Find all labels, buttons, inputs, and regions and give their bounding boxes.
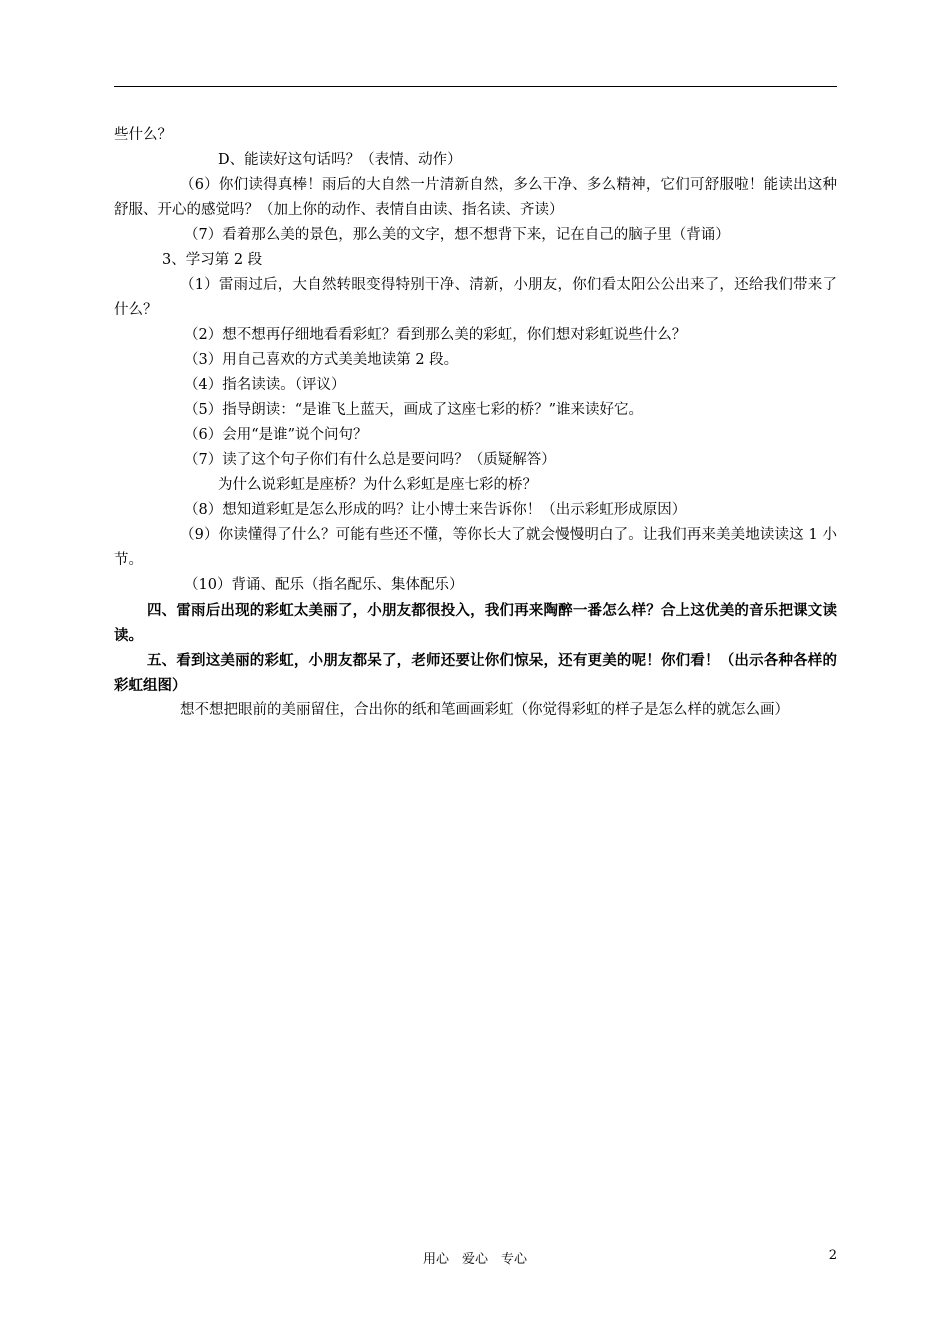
paragraph: （3）用自己喜欢的方式美美地读第 2 段。 bbox=[184, 352, 459, 368]
header-rule bbox=[114, 86, 837, 87]
page-number: 2 bbox=[828, 1248, 837, 1263]
paragraph: （1）雷雨过后，大自然转眼变得特别干净、清新，小朋友，你们看太阳公公出来了，还给我们带来了什么？ bbox=[114, 277, 837, 318]
section-heading-5: 五、看到这美丽的彩虹，小朋友都呆了，老师还要让你们惊呆，还有更美的呢！你们看！（出示各种各样的彩虹组图） bbox=[114, 652, 837, 694]
paragraph: （2）想不想再仔细地看看彩虹？看到那么美的彩虹，你们想对彩虹说些什么？ bbox=[184, 327, 687, 343]
paragraph: （8）想知道彩虹是怎么形成的吗？让小博士来告诉你！（出示彩虹形成原因） bbox=[184, 502, 687, 518]
paragraph: （7）看着那么美的景色，那么美的文字，想不想背下来，记在自己的脑子里（背诵） bbox=[184, 227, 730, 243]
paragraph: （6）会用“是谁”说个问句？ bbox=[184, 427, 368, 443]
paragraph: 为什么说彩虹是座桥？为什么彩虹是座七彩的桥？ bbox=[218, 477, 537, 493]
paragraph: 3、学习第 2 段 bbox=[162, 252, 263, 268]
paragraph: （6）你们读得真棒！雨后的大自然一片清新自然，多么干净、多么精神，它们可舒服啦！能读出这种舒服、开心的感觉吗？（加上你的动作、表情自由读、指名读、齐读） bbox=[114, 177, 837, 218]
page-footer bbox=[0, 1248, 950, 1268]
paragraph: （7）读了这个句子你们有什么总是要问吗？（质疑解答） bbox=[184, 452, 556, 468]
paragraph: （5）指导朗读：“是谁飞上蓝天，画成了这座七彩的桥？”谁来读好它。 bbox=[184, 402, 644, 418]
paragraph: （10）背诵、配乐（指名配乐、集体配乐） bbox=[184, 577, 464, 593]
section-heading-4: 四、雷雨后出现的彩虹太美丽了，小朋友都很投入，我们再来陶醉一番怎么样？合上这优美的音乐把课文读读。 bbox=[114, 602, 837, 644]
footer-motto: 用心 爱心 专心 bbox=[422, 1252, 527, 1267]
document-body bbox=[114, 123, 837, 723]
paragraph: （9）你读懂得了什么？可能有些还不懂，等你长大了就会慢慢明白了。让我们再来美美地读读这 1 小节。 bbox=[114, 527, 837, 568]
paragraph: （4）指名读读。（评议） bbox=[184, 377, 346, 393]
paragraph: D、能读好这句话吗？（表情、动作） bbox=[218, 152, 462, 168]
paragraph: 想不想把眼前的美丽留住，合出你的纸和笔画画彩虹（你觉得彩虹的样子是怎么样的就怎么画） bbox=[180, 702, 789, 718]
paragraph: 些什么？ bbox=[114, 127, 172, 143]
